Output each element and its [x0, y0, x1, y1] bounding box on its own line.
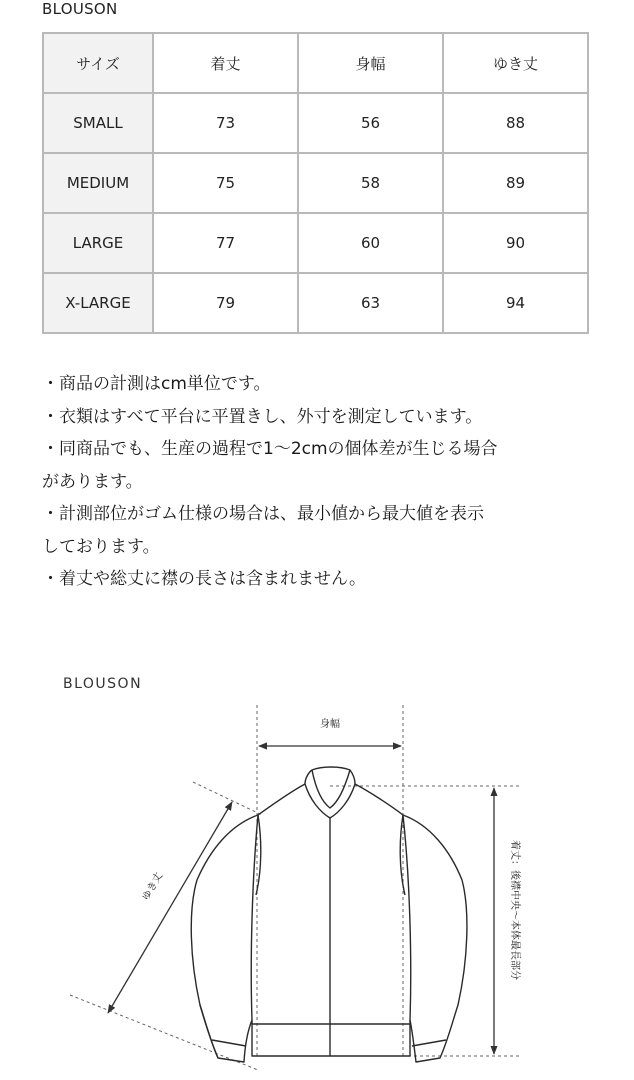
table-cell: 89	[443, 153, 588, 213]
table-cell: 60	[298, 213, 443, 273]
blouson-diagram	[0, 690, 634, 1080]
label-sleeve: ゆき丈	[140, 871, 166, 903]
table-cell: 63	[298, 273, 443, 333]
table-cell-size: MEDIUM	[43, 153, 153, 213]
note-line: ・衣類はすべて平台に平置きし、外寸を測定しています。	[42, 406, 483, 427]
table-cell: 73	[153, 93, 298, 153]
table-cell: 94	[443, 273, 588, 333]
table-row	[43, 273, 588, 333]
table-header-row	[43, 33, 588, 93]
note-line: ・同商品でも、生産の過程で1〜2cmの個体差が生じる場合	[42, 439, 498, 459]
guide-lines	[70, 705, 520, 1070]
label-length: 着丈：後襟中央〜本体最長部分	[509, 840, 520, 980]
header-width: 身幅	[298, 33, 443, 93]
note-line: ・着丈や総丈に襟の長さは含まれません。	[42, 569, 367, 589]
measurement-notes	[42, 368, 602, 596]
page-title: BLOUSON	[42, 0, 118, 18]
table-cell-size: X-LARGE	[43, 273, 153, 333]
header-length: 着丈	[153, 33, 298, 93]
table-cell: 56	[298, 93, 443, 153]
table-cell: 75	[153, 153, 298, 213]
label-width: 身幅	[320, 719, 340, 730]
note-line: しております。	[42, 536, 160, 557]
size-table	[42, 32, 589, 334]
table-cell: 58	[298, 153, 443, 213]
table-cell: 88	[443, 93, 588, 153]
note-line: ・計測部位がゴム仕様の場合は、最小値から最大値を表示	[42, 504, 484, 524]
sleeve-arrow	[108, 802, 232, 1013]
diagram-title: BLOUSON	[63, 676, 143, 692]
blouson-outline	[191, 767, 467, 1062]
table-cell: 90	[443, 213, 588, 273]
table-row	[43, 213, 588, 273]
table-cell-size: SMALL	[43, 93, 153, 153]
table-cell: 79	[153, 273, 298, 333]
table-row	[43, 153, 588, 213]
note-line: ・商品の計測はcm単位です。	[42, 374, 271, 394]
table-cell: 77	[153, 213, 298, 273]
table-row	[43, 93, 588, 153]
note-line: があります。	[42, 471, 143, 492]
header-size: サイズ	[43, 33, 153, 93]
header-sleeve: ゆき丈	[443, 33, 588, 93]
table-cell-size: LARGE	[43, 213, 153, 273]
